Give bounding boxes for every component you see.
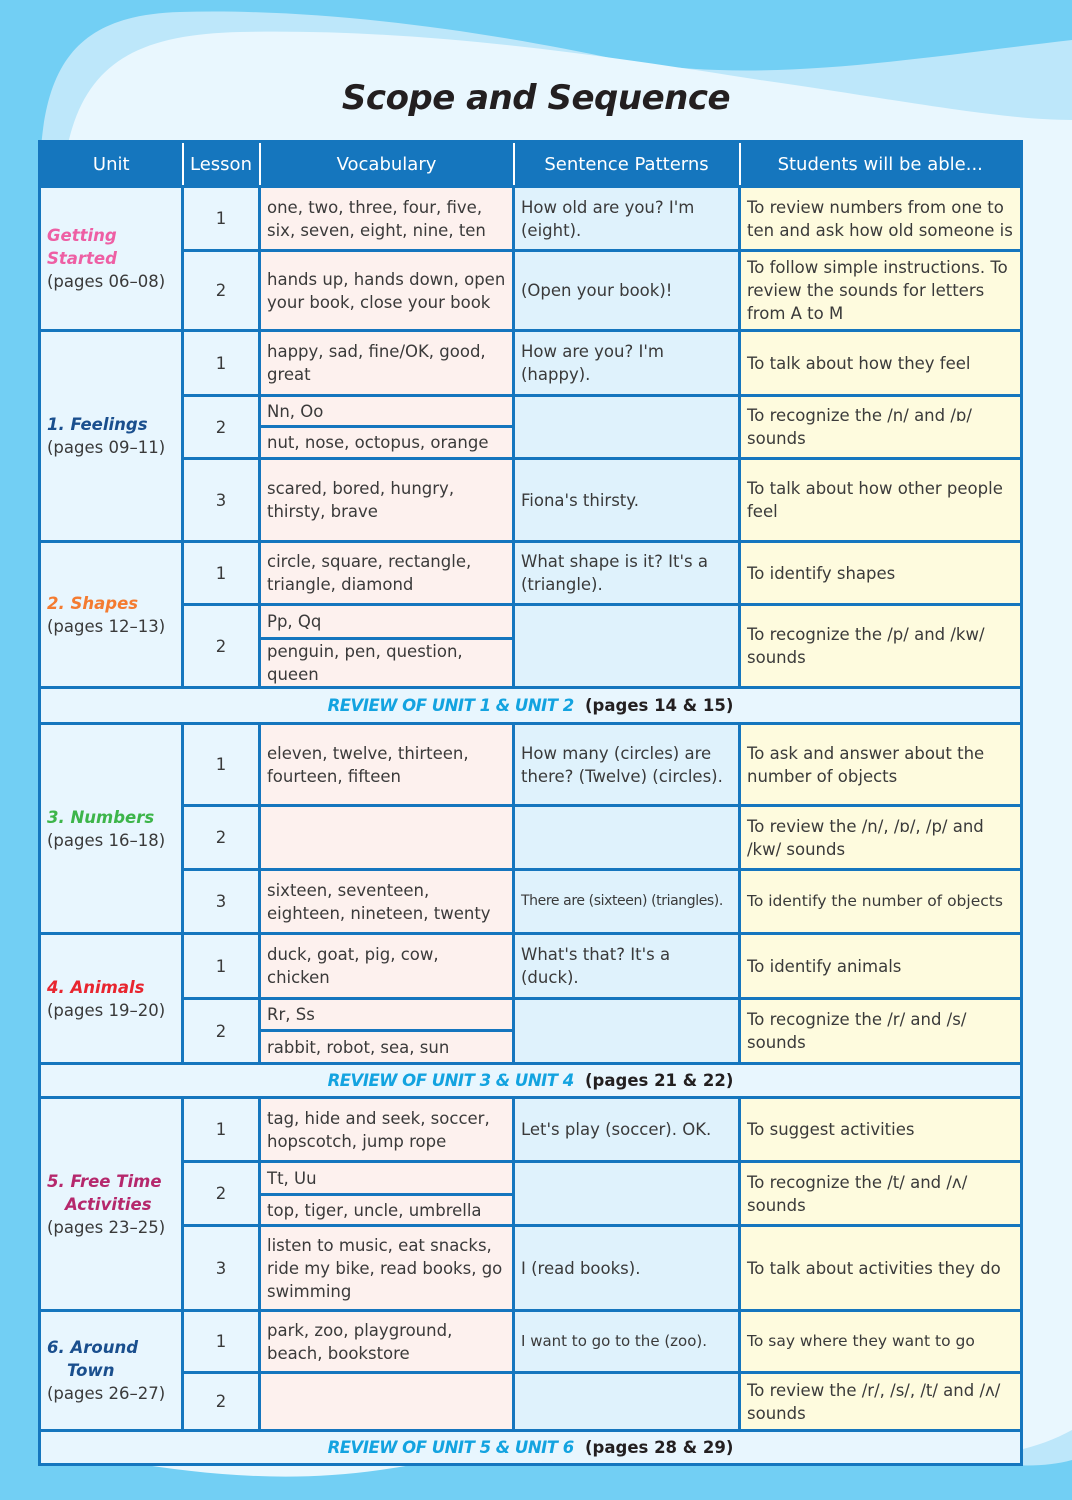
sentence-pattern-cell (514, 605, 740, 688)
sentence-pattern-cell (514, 999, 740, 1064)
sentence-pattern-cell: How are you? I'm (happy). (514, 331, 740, 396)
lesson-number: 1 (183, 934, 260, 999)
sentence-pattern-cell: How old are you? I'm (eight). (514, 187, 740, 251)
table-row (40, 187, 1022, 251)
lesson-number: 2 (183, 251, 260, 331)
vocabulary-letters-cell: Nn, Oo (260, 396, 514, 427)
unit-pages: (pages 16–18) (47, 830, 166, 850)
unit-cell-numbers (40, 724, 183, 934)
sentence-pattern-cell: Let's play (soccer). OK. (514, 1098, 740, 1162)
goal-cell: To identify the number of objects (740, 870, 1022, 934)
vocabulary-cell: happy, sad, fine/OK, good, great (260, 331, 514, 396)
vocabulary-cell: hands up, hands down, open your book, close your book (260, 251, 514, 331)
table-row (40, 459, 1022, 542)
goal-cell: To identify animals (740, 934, 1022, 999)
header-vocabulary: Vocabulary (260, 142, 514, 187)
goal-cell: To recognize the /r/ and /s/ sounds (740, 999, 1022, 1064)
vocabulary-letters-cell: Tt, Uu (260, 1162, 514, 1195)
goal-cell: To recognize the /t/ and /ʌ/ sounds (740, 1162, 1022, 1226)
unit-cell-free-time-activities (40, 1098, 183, 1311)
unit-name: 4. Animals (47, 977, 145, 997)
goal-cell: To talk about how they feel (740, 331, 1022, 396)
sentence-pattern-cell: What shape is it? It's a (triangle). (514, 542, 740, 605)
sentence-pattern-cell (514, 1373, 740, 1431)
goal-cell: To review the /n/, /ɒ/, /p/ and /kw/ sounds (740, 806, 1022, 870)
unit-cell-shapes (40, 542, 183, 688)
review-cell (40, 688, 1022, 724)
lesson-number: 2 (183, 1162, 260, 1226)
sentence-pattern-cell (514, 806, 740, 870)
lesson-number: 1 (183, 187, 260, 251)
goal-cell: To suggest activities (740, 1098, 1022, 1162)
lesson-number: 1 (183, 724, 260, 806)
vocabulary-cell: rabbit, robot, sea, sun (260, 1031, 514, 1064)
unit-pages: (pages 23–25) (47, 1217, 166, 1237)
table-row (40, 1311, 1022, 1373)
sentence-pattern-cell: (Open your book)! (514, 251, 740, 331)
unit-cell-getting-started (40, 187, 183, 331)
goal-cell: To ask and answer about the number of objects (740, 724, 1022, 806)
unit-cell-animals (40, 934, 183, 1064)
lesson-number: 3 (183, 870, 260, 934)
lesson-number: 1 (183, 1311, 260, 1373)
sentence-pattern-cell: I want to go to the (zoo). (514, 1311, 740, 1373)
table-row (40, 724, 1022, 806)
goal-cell: To recognize the /p/ and /kw/ sounds (740, 605, 1022, 688)
unit-pages: (pages 06–08) (47, 272, 166, 291)
unit-name: Activities (65, 1194, 152, 1214)
vocabulary-cell: nut, nose, octopus, orange (260, 427, 514, 459)
unit-cell-feelings (40, 331, 183, 542)
table-row (40, 934, 1022, 999)
review-pages: (pages 28 & 29) (585, 1438, 734, 1457)
goal-cell: To follow simple instructions. To review the sounds for letters from A to M (740, 251, 1022, 331)
review-pages: (pages 21 & 22) (585, 1071, 734, 1090)
unit-name: Town (67, 1361, 115, 1380)
table-row (40, 251, 1022, 331)
header-row (40, 142, 1022, 187)
goal-cell: To talk about how other people feel (740, 459, 1022, 542)
lesson-number: 2 (183, 806, 260, 870)
lesson-number: 1 (183, 542, 260, 605)
unit-name: 3. Numbers (47, 807, 155, 827)
header-unit: Unit (40, 142, 183, 187)
vocabulary-cell (260, 806, 514, 870)
vocabulary-cell: top, tiger, uncle, umbrella (260, 1195, 514, 1226)
review-row (40, 1064, 1022, 1098)
table-row (40, 396, 1022, 427)
review-cell (40, 1431, 1022, 1465)
vocabulary-cell: park, zoo, playground, beach, bookstore (260, 1311, 514, 1373)
lesson-number: 2 (183, 605, 260, 688)
review-label: REVIEW OF UNIT 5 & UNIT 6 (327, 1438, 574, 1457)
vocabulary-cell: circle, square, rectangle, triangle, diamond (260, 542, 514, 605)
unit-name: Getting (47, 226, 117, 245)
vocabulary-cell: scared, bored, hungry, thirsty, brave (260, 459, 514, 542)
goal-cell: To say where they want to go (740, 1311, 1022, 1373)
unit-name: 1. Feelings (47, 415, 148, 434)
unit-name: 5. Free Time (47, 1171, 162, 1191)
lesson-number: 1 (183, 331, 260, 396)
vocabulary-cell: sixteen, seventeen, eighteen, nineteen, twenty (260, 870, 514, 934)
sentence-pattern-cell (514, 1162, 740, 1226)
lesson-number: 2 (183, 1373, 260, 1431)
goal-cell: To talk about activities they do (740, 1226, 1022, 1311)
table-row (40, 1373, 1022, 1431)
sentence-pattern-cell: How many (circles) are there? (Twelve) (circles). (514, 724, 740, 806)
review-cell (40, 1064, 1022, 1098)
vocabulary-cell (260, 1373, 514, 1431)
goal-cell: To review numbers from one to ten and ask how old someone is (740, 187, 1022, 251)
lesson-number: 1 (183, 1098, 260, 1162)
sentence-pattern-cell: There are (sixteen) (triangles). (514, 870, 740, 934)
review-pages: (pages 14 & 15) (585, 696, 734, 715)
vocabulary-cell: eleven, twelve, thirteen, fourteen, fifteen (260, 724, 514, 806)
vocabulary-cell: duck, goat, pig, cow, chicken (260, 934, 514, 999)
header-sentence-patterns: Sentence Patterns (514, 142, 740, 187)
table-row (40, 331, 1022, 396)
table-row (40, 1098, 1022, 1162)
page-title: Scope and Sequence (341, 78, 731, 118)
goal-cell: To recognize the /n/ and /ɒ/ sounds (740, 396, 1022, 459)
review-row (40, 1431, 1022, 1465)
lesson-number: 3 (183, 459, 260, 542)
sentence-pattern-cell: What's that? It's a (duck). (514, 934, 740, 999)
unit-pages: (pages 12–13) (47, 616, 166, 636)
lesson-number: 2 (183, 396, 260, 459)
sentence-pattern-cell: I (read books). (514, 1226, 740, 1311)
review-label: REVIEW OF UNIT 1 & UNIT 2 (327, 696, 574, 715)
goal-cell: To identify shapes (740, 542, 1022, 605)
sentence-pattern-cell (514, 396, 740, 459)
table-row (40, 999, 1022, 1031)
vocabulary-letters-cell: Rr, Ss (260, 999, 514, 1031)
lesson-number: 2 (183, 999, 260, 1064)
unit-pages: (pages 09–11) (47, 438, 166, 457)
header-lesson: Lesson (183, 142, 260, 187)
unit-name: 6. Around (47, 1338, 139, 1357)
vocabulary-cell: penguin, pen, question, queen (260, 639, 514, 688)
unit-cell-around-town (40, 1311, 183, 1431)
table-row (40, 542, 1022, 605)
unit-pages: (pages 19–20) (47, 1000, 166, 1020)
scope-sequence-table (38, 140, 1023, 1466)
header-students-will-be-able: Students will be able... (740, 142, 1022, 187)
unit-name: Started (47, 249, 117, 268)
review-label: REVIEW OF UNIT 3 & UNIT 4 (327, 1071, 574, 1090)
vocabulary-cell: tag, hide and seek, soccer, hopscotch, jump rope (260, 1098, 514, 1162)
table-row (40, 870, 1022, 934)
table-row (40, 1162, 1022, 1195)
goal-cell: To review the /r/, /s/, /t/ and /ʌ/ sounds (740, 1373, 1022, 1431)
table-row (40, 1226, 1022, 1311)
review-row (40, 688, 1022, 724)
vocabulary-cell: one, two, three, four, five, six, seven, eight, nine, ten (260, 187, 514, 251)
table-row (40, 605, 1022, 639)
sentence-pattern-cell: Fiona's thirsty. (514, 459, 740, 542)
unit-name: 2. Shapes (47, 593, 139, 613)
vocabulary-cell: listen to music, eat snacks, ride my bike, read books, go swimming (260, 1226, 514, 1311)
lesson-number: 3 (183, 1226, 260, 1311)
unit-pages: (pages 26–27) (47, 1384, 166, 1403)
vocabulary-letters-cell: Pp, Qq (260, 605, 514, 639)
table-row (40, 806, 1022, 870)
